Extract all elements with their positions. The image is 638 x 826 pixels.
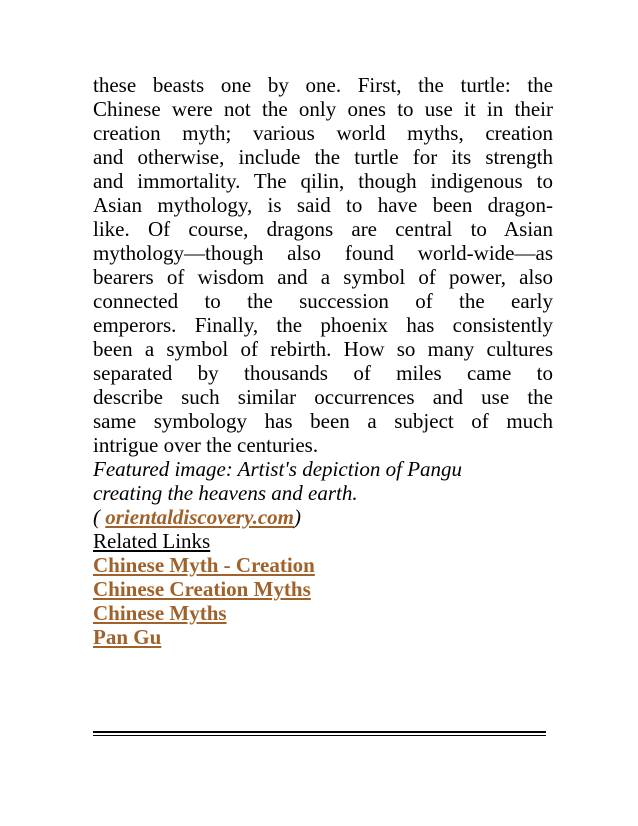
body-line: connected to the succession of the early bbox=[93, 289, 553, 313]
image-caption bbox=[93, 457, 553, 529]
body-line: bearers of wisdom and a symbol of power, also bbox=[93, 265, 553, 289]
page-content bbox=[93, 73, 553, 649]
body-line: these beasts one by one. First, the turtle: the bbox=[93, 73, 553, 97]
body-line: same symbology has been a subject of much bbox=[93, 409, 553, 433]
related-link-pan-gu[interactable]: Pan Gu bbox=[93, 625, 162, 649]
body-line: creation myth; various world myths, creation bbox=[93, 121, 553, 145]
body-line: emperors. Finally, the phoenix has consistently bbox=[93, 313, 553, 337]
body-line: separated by thousands of miles came to bbox=[93, 361, 553, 385]
related-link-chinese-myths[interactable]: Chinese Myths bbox=[93, 601, 227, 625]
related-link-chinese-myth-creation[interactable]: Chinese Myth - Creation bbox=[93, 553, 315, 577]
caption-source bbox=[93, 505, 553, 529]
body-line: been a symbol of rebirth. How so many cultures bbox=[93, 337, 553, 361]
body-line: Chinese were not the only ones to use it in their bbox=[93, 97, 553, 121]
related-links-heading: Related Links bbox=[93, 529, 211, 553]
caption-line: Featured image: Artist's depiction of Pangu bbox=[93, 457, 463, 481]
body-line: mythology—though also found world-wide—as bbox=[93, 241, 553, 265]
caption-source-open: ( bbox=[93, 505, 106, 529]
body-paragraph bbox=[93, 73, 553, 457]
caption-source-close: ) bbox=[294, 505, 302, 529]
related-links-section bbox=[93, 529, 553, 649]
related-link-chinese-creation-myths[interactable]: Chinese Creation Myths bbox=[93, 577, 311, 601]
divider-rule bbox=[93, 735, 546, 736]
body-line: like. Of course, dragons are central to Asian bbox=[93, 217, 553, 241]
divider-rule bbox=[93, 731, 546, 733]
caption-line: creating the heavens and earth. bbox=[93, 481, 358, 505]
body-line: Asian mythology, is said to have been dragon- bbox=[93, 193, 553, 217]
body-line: and immortality. The qilin, though indigenous to bbox=[93, 169, 553, 193]
source-link[interactable]: orientaldiscovery.com bbox=[105, 505, 295, 529]
body-line: and otherwise, include the turtle for its strength bbox=[93, 145, 553, 169]
body-line: describe such similar occurrences and use the bbox=[93, 385, 553, 409]
body-line: intrigue over the centuries. bbox=[93, 433, 319, 457]
